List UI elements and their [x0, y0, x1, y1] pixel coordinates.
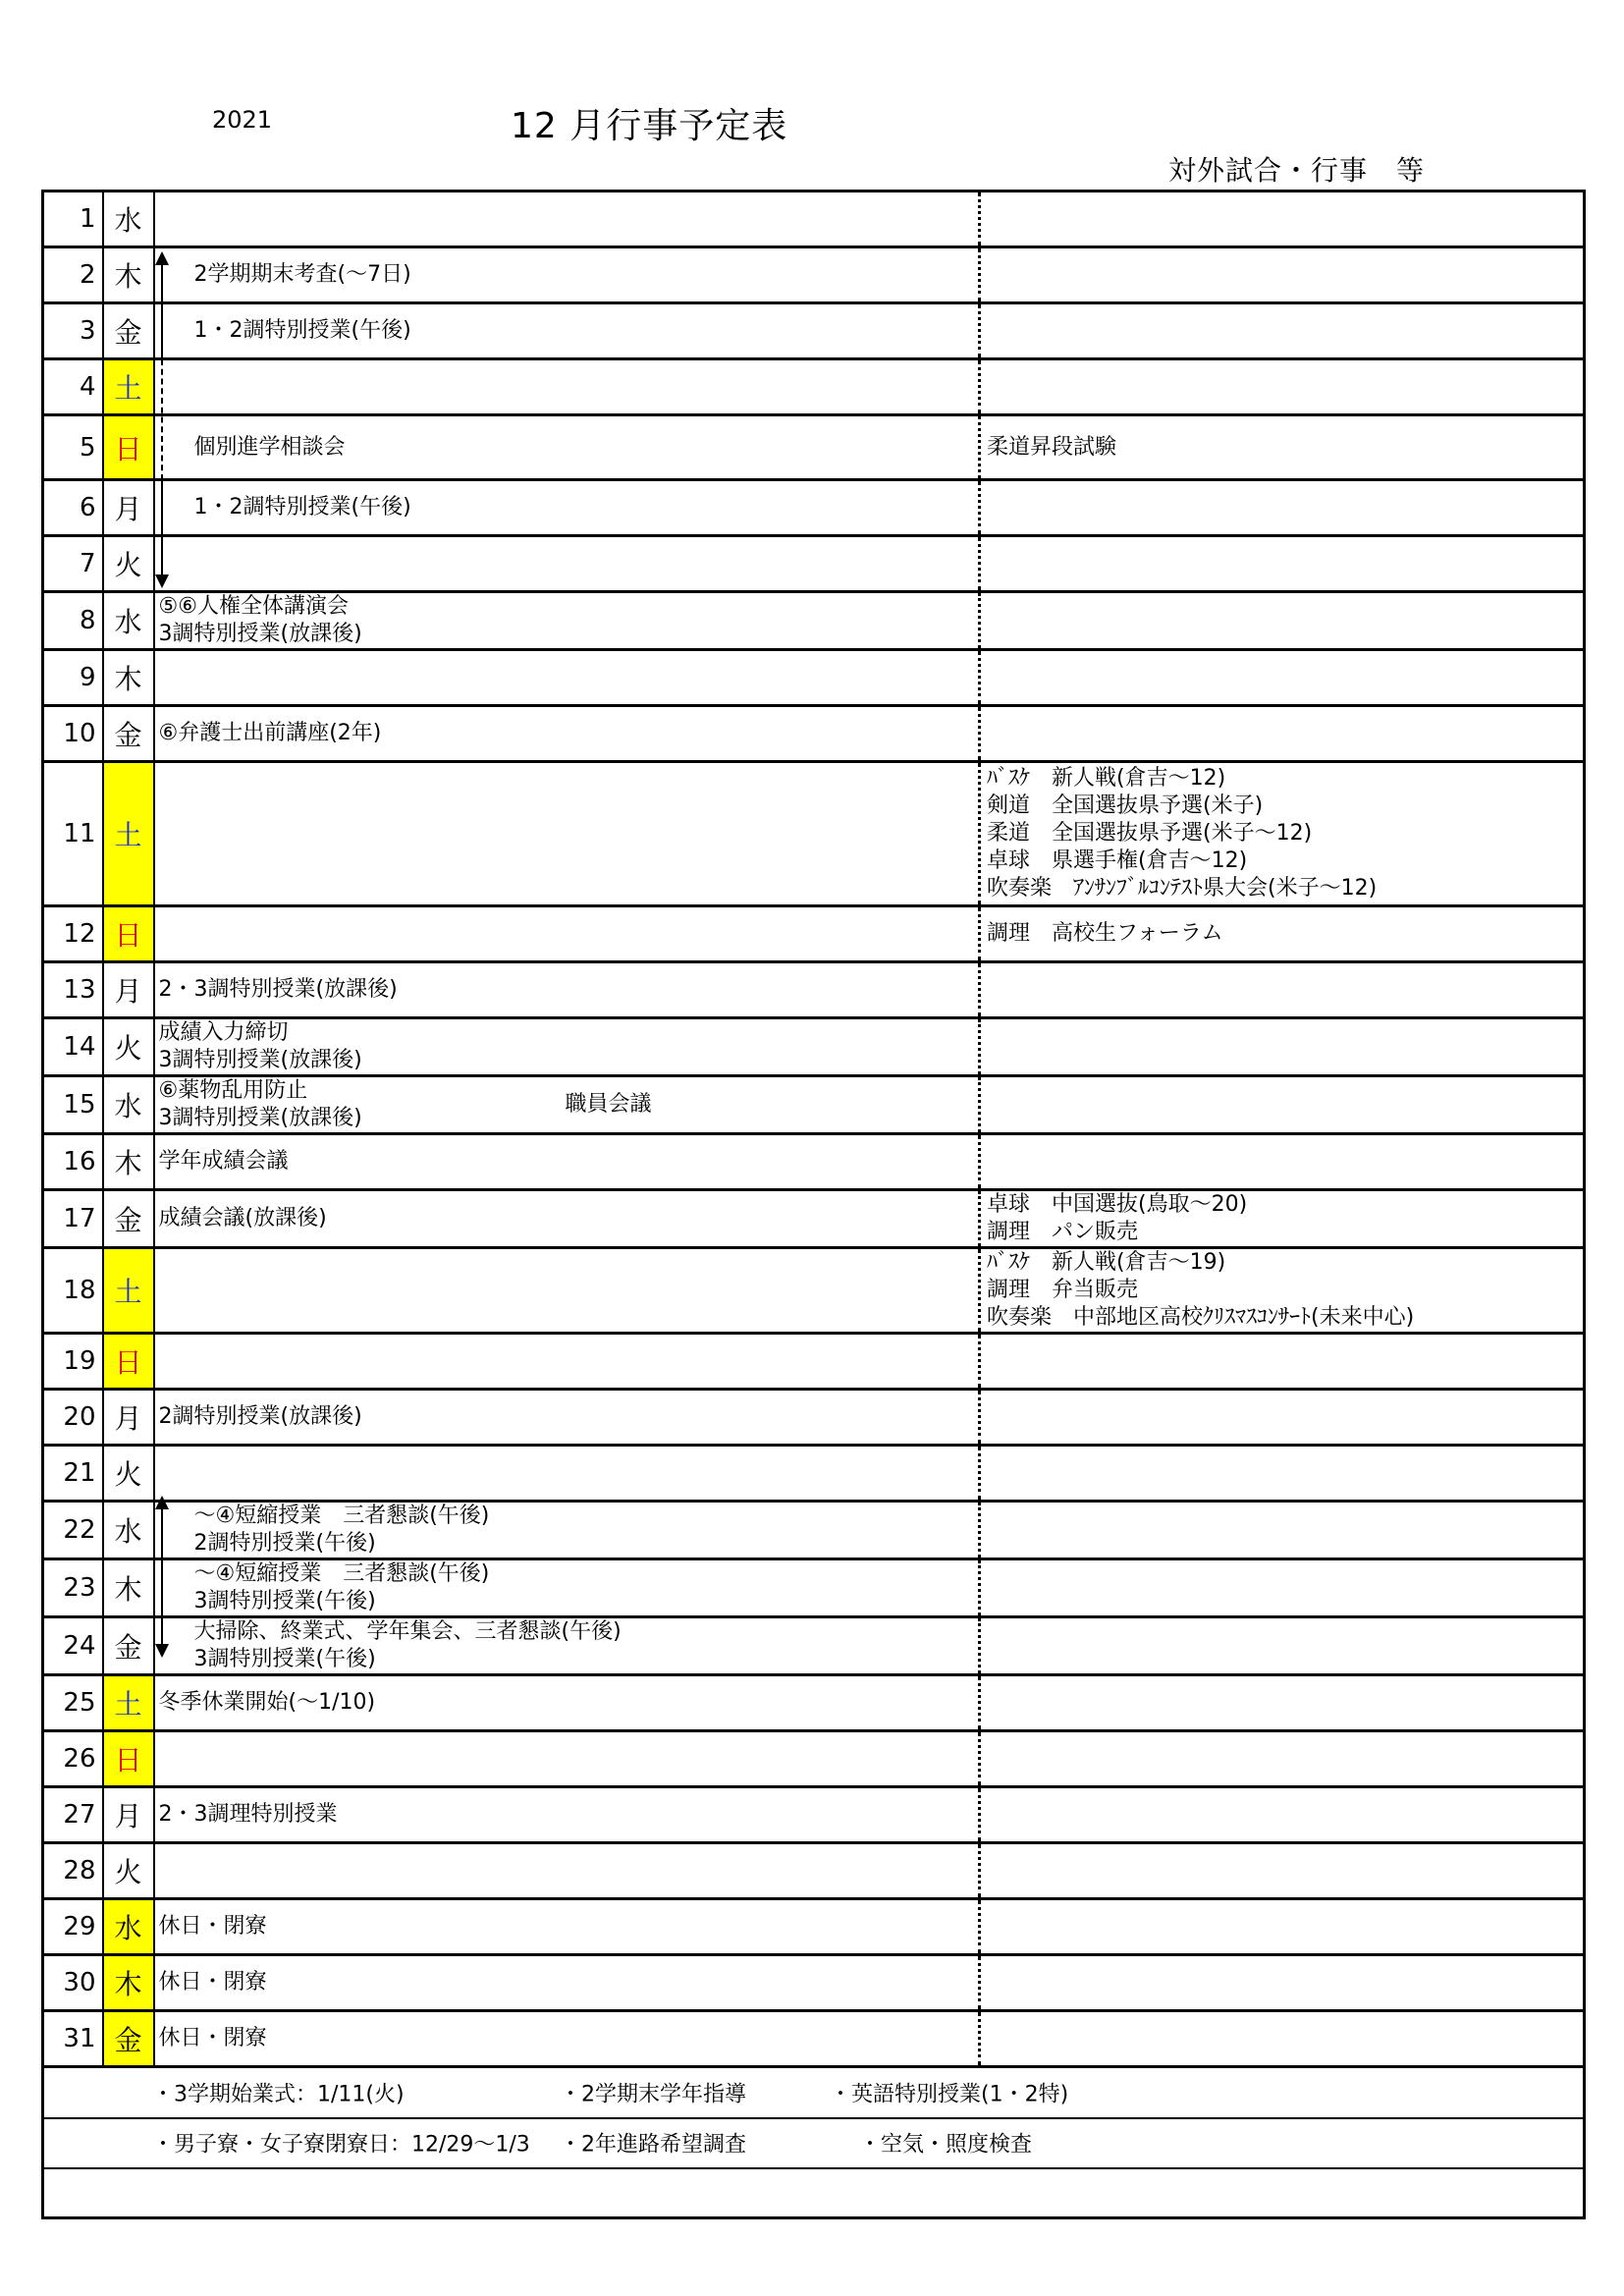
event-line: 3調特別授業(午後) — [193, 1589, 376, 1613]
external-events-cell — [980, 1617, 1585, 1675]
day-row — [43, 1899, 1585, 1955]
weekday: 土 — [103, 359, 154, 415]
footer-row — [43, 2168, 1585, 2218]
weekday: 日 — [103, 1731, 154, 1787]
weekday: 月 — [103, 480, 154, 536]
period-arrow-line — [161, 1507, 163, 1644]
weekday: 土 — [103, 1675, 154, 1731]
external-events-cell — [980, 906, 1585, 962]
external-events-cell — [980, 592, 1585, 650]
day-row — [43, 1134, 1585, 1190]
event-line: ～④短縮授業 三者懇談(午後) — [193, 1503, 490, 1528]
weekday: 水 — [103, 191, 154, 247]
day-row — [43, 1248, 1585, 1334]
external-event-line: 柔道昇段試験 — [987, 434, 1117, 460]
school-events-cell — [154, 1675, 980, 1731]
external-event-line: ﾊﾞｽｹ 新人戦(倉吉～19) — [987, 1250, 1226, 1275]
school-events-cell — [154, 2011, 980, 2067]
footer-notes — [43, 2168, 1585, 2218]
event-line: ⑤⑥人権全体講演会 — [158, 594, 349, 619]
external-events-cell — [980, 1502, 1585, 1559]
arrow-down-icon — [155, 1644, 169, 1658]
external-event-line: 調理 弁当販売 — [987, 1278, 1139, 1302]
school-events-cell — [154, 303, 980, 359]
day-number: 11 — [43, 762, 103, 906]
footer-row — [43, 2118, 1585, 2168]
school-events-cell — [154, 1018, 980, 1076]
external-events-cell — [980, 1787, 1585, 1843]
school-events-cell — [154, 1134, 980, 1190]
footer-note: ・空気・照度検査 — [859, 2132, 1033, 2158]
calendar-year: 2021 — [212, 106, 273, 134]
day-row — [43, 480, 1585, 536]
external-events-cell — [980, 1899, 1585, 1955]
weekday: 金 — [103, 1617, 154, 1675]
day-number: 25 — [43, 1675, 103, 1731]
weekday: 木 — [103, 1955, 154, 2011]
footer-note: ・3学期始業式：1/11(火) — [152, 2082, 405, 2107]
day-row — [43, 1617, 1585, 1675]
event-line: 成績会議(放課後) — [158, 1206, 327, 1230]
period-arrow-line — [161, 480, 163, 576]
weekday: 月 — [103, 1787, 154, 1843]
day-number: 23 — [43, 1559, 103, 1617]
event-line: ⑥弁護士出前講座(2年) — [158, 721, 382, 745]
day-number: 21 — [43, 1446, 103, 1502]
event-line: 2調特別授業(放課後) — [158, 1404, 362, 1429]
day-row — [43, 1190, 1585, 1248]
school-events-cell — [154, 1787, 980, 1843]
external-events-cell — [980, 303, 1585, 359]
footer-note: ・英語特別授業(1・2特) — [830, 2082, 1069, 2107]
external-event-line: 調理 高校生フォーラム — [987, 921, 1223, 946]
event-line: 3調特別授業(放課後) — [158, 1106, 362, 1130]
school-events-cell — [154, 1899, 980, 1955]
external-event-line: ﾊﾞｽｹ 新人戦(倉吉～12) — [987, 766, 1226, 791]
day-row — [43, 536, 1585, 592]
weekday: 日 — [103, 1334, 154, 1390]
school-events-cell — [154, 536, 980, 592]
external-events-cell — [980, 1843, 1585, 1899]
external-event-line: 卓球 県選手権(倉吉～12) — [987, 848, 1248, 873]
school-events-cell — [154, 1502, 980, 1559]
day-number: 19 — [43, 1334, 103, 1390]
weekday: 水 — [103, 1076, 154, 1134]
weekday: 木 — [103, 247, 154, 303]
external-events-cell — [980, 480, 1585, 536]
footer-note: ・2学期末学年指導 — [560, 2082, 746, 2107]
day-row — [43, 1559, 1585, 1617]
weekday: 月 — [103, 962, 154, 1018]
event-line: 成績入力締切 — [158, 1020, 289, 1045]
weekday: 火 — [103, 1018, 154, 1076]
day-row — [43, 962, 1585, 1018]
external-events-cell — [980, 415, 1585, 480]
day-row — [43, 1446, 1585, 1502]
day-row — [43, 191, 1585, 247]
weekday: 木 — [103, 1134, 154, 1190]
arrow-down-icon — [155, 574, 169, 588]
external-events-cell — [980, 359, 1585, 415]
day-number: 3 — [43, 303, 103, 359]
weekday: 木 — [103, 1559, 154, 1617]
event-line: 2調特別授業(午後) — [193, 1531, 376, 1556]
external-events-cell — [980, 1390, 1585, 1446]
day-row — [43, 592, 1585, 650]
event-line: ⑥薬物乱用防止 — [158, 1078, 308, 1103]
footer-note: ・2年進路希望調査 — [560, 2132, 746, 2158]
day-number: 31 — [43, 2011, 103, 2067]
external-events-cell — [980, 1076, 1585, 1134]
day-row — [43, 1843, 1585, 1899]
day-number: 7 — [43, 536, 103, 592]
school-events-cell — [154, 1334, 980, 1390]
day-row — [43, 1390, 1585, 1446]
external-events-cell — [980, 650, 1585, 706]
day-row — [43, 762, 1585, 906]
school-events-cell — [154, 1617, 980, 1675]
footer-notes — [43, 2118, 1585, 2168]
day-row — [43, 303, 1585, 359]
external-events-cell — [980, 762, 1585, 906]
school-events-cell — [154, 706, 980, 762]
school-events-cell — [154, 1446, 980, 1502]
period-arrow-line — [161, 359, 163, 480]
event-line: 休日・閉寮 — [158, 1970, 267, 1995]
day-row — [43, 1787, 1585, 1843]
day-row — [43, 706, 1585, 762]
day-number: 24 — [43, 1617, 103, 1675]
school-events-cell — [154, 592, 980, 650]
event-line: 1・2調特別授業(午後) — [193, 495, 411, 519]
school-events-cell — [154, 480, 980, 536]
event-line: 2・3調特別授業(放課後) — [158, 977, 398, 1002]
external-events-heading: 対外試合・行事 等 — [1168, 154, 1426, 187]
external-events-cell — [980, 706, 1585, 762]
schedule-table — [41, 190, 1586, 2219]
external-events-cell — [980, 1675, 1585, 1731]
day-row — [43, 1675, 1585, 1731]
event-line: 3調特別授業(午後) — [193, 1647, 376, 1671]
day-row — [43, 247, 1585, 303]
external-events-cell — [980, 1134, 1585, 1190]
school-events-cell — [154, 247, 980, 303]
external-events-cell — [980, 1248, 1585, 1334]
day-row — [43, 1731, 1585, 1787]
day-number: 16 — [43, 1134, 103, 1190]
weekday: 水 — [103, 592, 154, 650]
external-events-cell — [980, 1731, 1585, 1787]
event-line: 冬季休業開始(～1/10) — [158, 1690, 376, 1715]
school-events-cell — [154, 1731, 980, 1787]
event-line: 3調特別授業(放課後) — [158, 1048, 362, 1072]
day-number: 2 — [43, 247, 103, 303]
day-number: 8 — [43, 592, 103, 650]
event-line: 3調特別授業(放課後) — [158, 622, 362, 646]
event-line: 学年成績会議 — [158, 1149, 289, 1174]
external-event-line: 吹奏楽 中部地区高校ｸﾘｽﾏｽｺﾝｻｰﾄ(未来中心) — [987, 1305, 1415, 1330]
period-arrow-line — [161, 263, 163, 359]
external-event-line: 柔道 全国選抜県予選(米子～12) — [987, 821, 1313, 846]
school-events-cell — [154, 1076, 980, 1134]
day-row — [43, 906, 1585, 962]
event-line: ～④短縮授業 三者懇談(午後) — [193, 1561, 490, 1586]
weekday: 日 — [103, 906, 154, 962]
weekday: 金 — [103, 303, 154, 359]
school-events-cell — [154, 1390, 980, 1446]
day-number: 27 — [43, 1787, 103, 1843]
external-events-cell — [980, 1018, 1585, 1076]
weekday: 火 — [103, 1446, 154, 1502]
event-line: 2学期期末考査(～7日) — [193, 262, 411, 287]
weekday: 月 — [103, 1390, 154, 1446]
day-number: 12 — [43, 906, 103, 962]
school-events-cell — [154, 906, 980, 962]
school-events-cell — [154, 415, 980, 480]
day-number: 10 — [43, 706, 103, 762]
day-row — [43, 650, 1585, 706]
event-line: 大掃除、終業式、学年集会、三者懇談(午後) — [193, 1619, 622, 1644]
external-event-line: 吹奏楽 ｱﾝｻﾝﾌﾞﾙｺﾝﾃｽﾄ県大会(米子～12) — [987, 876, 1378, 901]
weekday: 金 — [103, 706, 154, 762]
school-events-cell — [154, 1248, 980, 1334]
day-row — [43, 1076, 1585, 1134]
day-number: 5 — [43, 415, 103, 480]
day-row — [43, 1502, 1585, 1559]
day-number: 1 — [43, 191, 103, 247]
event-line: 1・2調特別授業(午後) — [193, 318, 411, 343]
weekday: 火 — [103, 1843, 154, 1899]
day-number: 22 — [43, 1502, 103, 1559]
day-row — [43, 2011, 1585, 2067]
weekday: 土 — [103, 762, 154, 906]
external-event-line: 剣道 全国選抜県予選(米子) — [987, 793, 1264, 818]
external-event-line: 卓球 中国選抜(鳥取～20) — [987, 1192, 1248, 1217]
external-events-cell — [980, 1955, 1585, 2011]
day-number: 18 — [43, 1248, 103, 1334]
page-title: 12 月行事予定表 — [511, 106, 788, 146]
school-events-cell — [154, 191, 980, 247]
day-number: 6 — [43, 480, 103, 536]
weekday: 水 — [103, 1899, 154, 1955]
day-number: 9 — [43, 650, 103, 706]
external-events-cell — [980, 1334, 1585, 1390]
day-number: 30 — [43, 1955, 103, 2011]
event-note: 職員会議 — [565, 1092, 652, 1117]
footer-note: ・男子寮・女子寮閉寮日：12/29～1/3 — [152, 2132, 530, 2158]
school-events-cell — [154, 1843, 980, 1899]
external-events-cell — [980, 536, 1585, 592]
day-row — [43, 1334, 1585, 1390]
day-row — [43, 359, 1585, 415]
day-number: 28 — [43, 1843, 103, 1899]
weekday: 木 — [103, 650, 154, 706]
day-number: 20 — [43, 1390, 103, 1446]
school-events-cell — [154, 1559, 980, 1617]
external-events-cell — [980, 247, 1585, 303]
weekday: 金 — [103, 1190, 154, 1248]
external-events-cell — [980, 962, 1585, 1018]
day-row — [43, 415, 1585, 480]
event-line: 2・3調理特別授業 — [158, 1802, 338, 1827]
day-number: 26 — [43, 1731, 103, 1787]
school-events-cell — [154, 359, 980, 415]
school-events-cell — [154, 650, 980, 706]
weekday: 火 — [103, 536, 154, 592]
event-line: 休日・閉寮 — [158, 1914, 267, 1939]
day-number: 4 — [43, 359, 103, 415]
external-events-cell — [980, 1559, 1585, 1617]
day-number: 13 — [43, 962, 103, 1018]
footer-notes — [43, 2067, 1585, 2118]
event-line: 個別進学相談会 — [193, 434, 346, 460]
day-row — [43, 1955, 1585, 2011]
day-number: 17 — [43, 1190, 103, 1248]
school-events-cell — [154, 1190, 980, 1248]
school-events-cell — [154, 1955, 980, 2011]
school-events-cell — [154, 762, 980, 906]
weekday: 土 — [103, 1248, 154, 1334]
footer-row — [43, 2067, 1585, 2118]
external-events-cell — [980, 2011, 1585, 2067]
day-number: 15 — [43, 1076, 103, 1134]
weekday: 水 — [103, 1502, 154, 1559]
external-events-cell — [980, 191, 1585, 247]
day-number: 29 — [43, 1899, 103, 1955]
day-number: 14 — [43, 1018, 103, 1076]
external-events-cell — [980, 1190, 1585, 1248]
weekday: 金 — [103, 2011, 154, 2067]
day-row — [43, 1018, 1585, 1076]
school-events-cell — [154, 962, 980, 1018]
event-line: 休日・閉寮 — [158, 2026, 267, 2050]
weekday: 日 — [103, 415, 154, 480]
external-event-line: 調理 パン販売 — [987, 1220, 1139, 1244]
external-events-cell — [980, 1446, 1585, 1502]
